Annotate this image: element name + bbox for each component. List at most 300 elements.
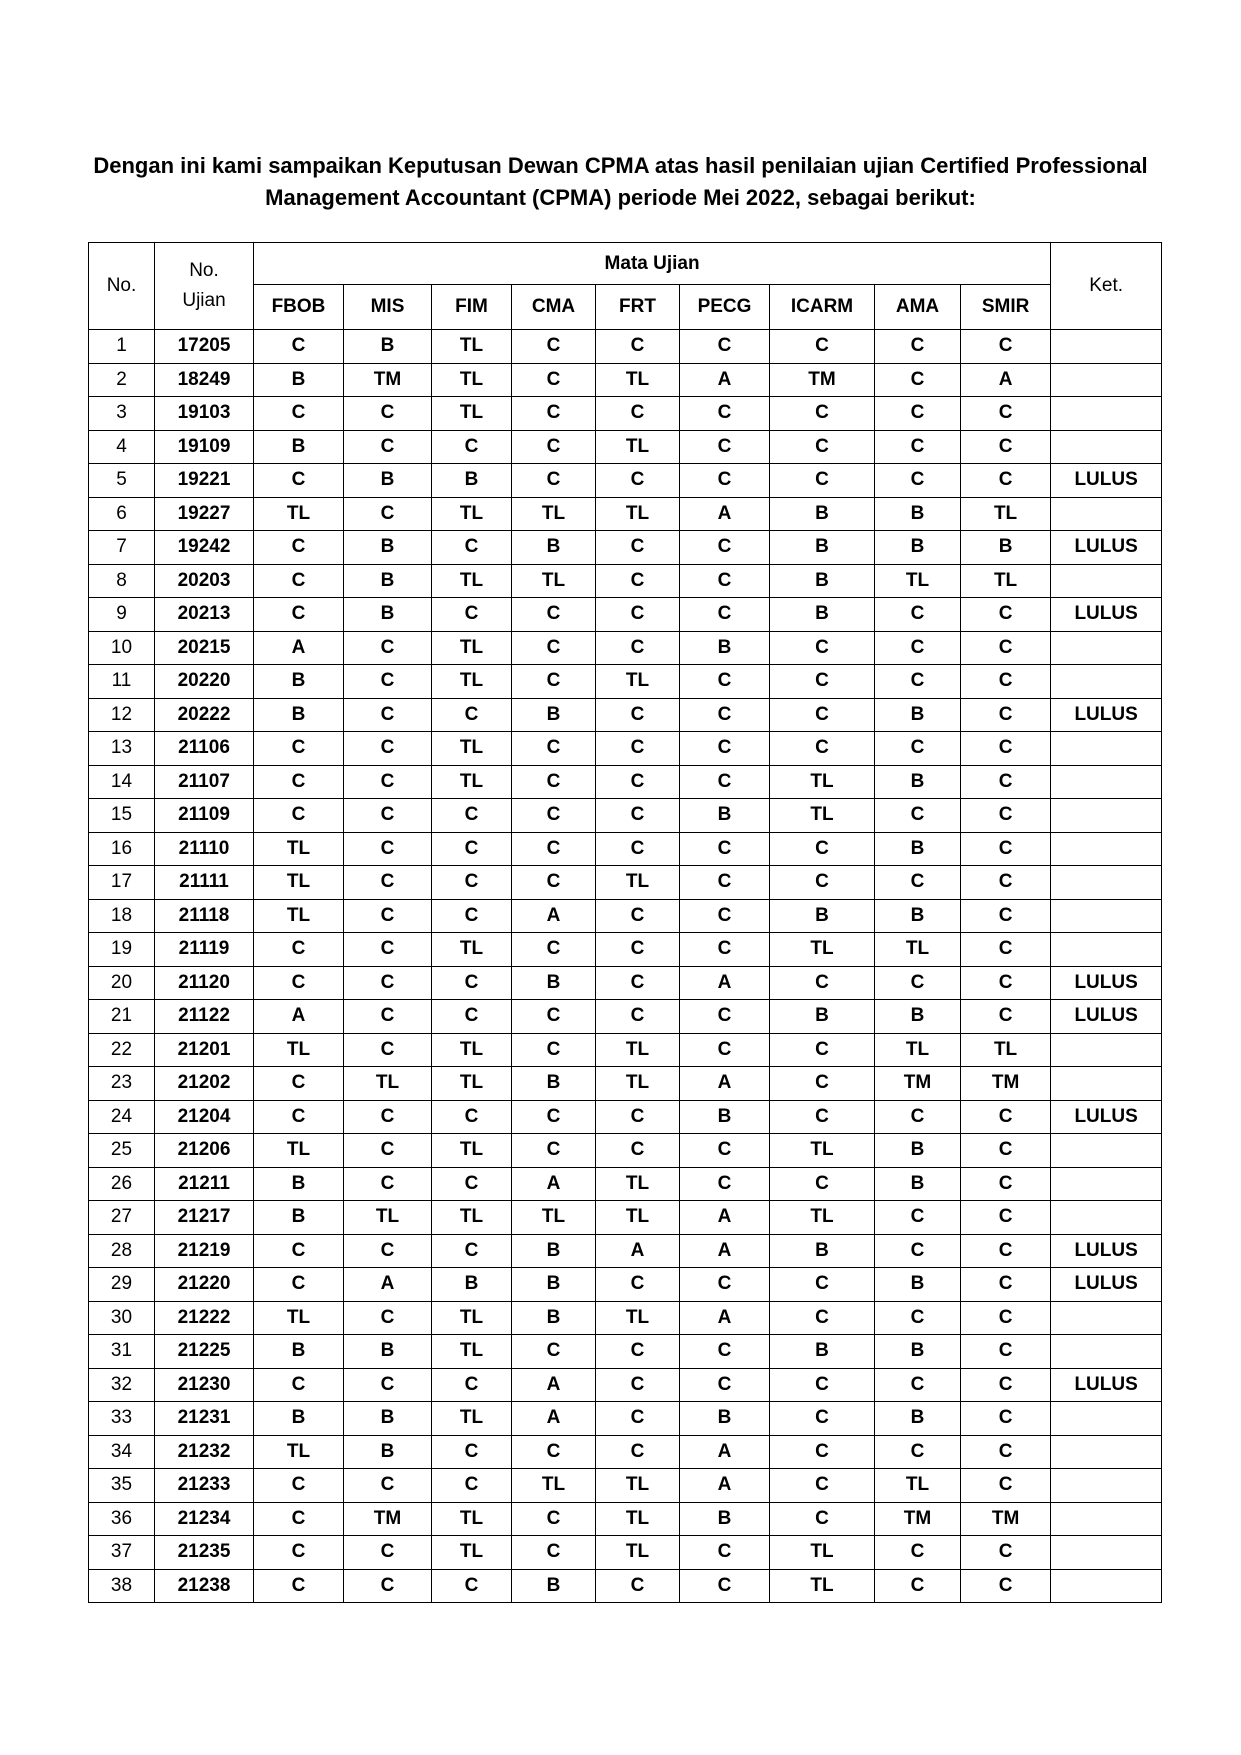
cell-grade-frt: TL xyxy=(596,1469,680,1503)
cell-grade-pecg: C xyxy=(680,564,770,598)
cell-grade-icarm: C xyxy=(770,397,875,431)
cell-grade-ama: C xyxy=(875,1201,961,1235)
table-row xyxy=(89,1067,1162,1101)
cell-grade-fbob: C xyxy=(254,1234,344,1268)
cell-grade-cma: C xyxy=(512,598,596,632)
cell-ket xyxy=(1051,631,1162,665)
cell-grade-fbob: C xyxy=(254,464,344,498)
cell-grade-frt: C xyxy=(596,1000,680,1034)
cell-grade-fbob: TL xyxy=(254,1435,344,1469)
cell-grade-icarm: TM xyxy=(770,363,875,397)
cell-no: 24 xyxy=(89,1100,155,1134)
cell-ket xyxy=(1051,1134,1162,1168)
cell-grade-mis: B xyxy=(344,1402,432,1436)
cell-no-ujian: 21107 xyxy=(155,765,254,799)
cell-no: 15 xyxy=(89,799,155,833)
cell-ket xyxy=(1051,1301,1162,1335)
cell-grade-frt: C xyxy=(596,464,680,498)
cell-grade-ama: B xyxy=(875,1335,961,1369)
cell-ket xyxy=(1051,933,1162,967)
cell-grade-fim: C xyxy=(432,832,512,866)
cell-no: 25 xyxy=(89,1134,155,1168)
cell-grade-fim: C xyxy=(432,598,512,632)
cell-grade-smir: C xyxy=(961,1268,1051,1302)
cell-grade-pecg: C xyxy=(680,330,770,364)
cell-grade-icarm: B xyxy=(770,598,875,632)
cell-grade-mis: C xyxy=(344,765,432,799)
cell-no-ujian: 21222 xyxy=(155,1301,254,1335)
cell-ket: LULUS xyxy=(1051,1234,1162,1268)
cell-grade-fbob: B xyxy=(254,665,344,699)
cell-grade-ama: B xyxy=(875,832,961,866)
cell-no-ujian: 17205 xyxy=(155,330,254,364)
cell-grade-cma: C xyxy=(512,1335,596,1369)
cell-grade-fim: TL xyxy=(432,665,512,699)
cell-grade-ama: C xyxy=(875,631,961,665)
cell-grade-fim: C xyxy=(432,1368,512,1402)
cell-grade-icarm: TL xyxy=(770,1569,875,1603)
cell-grade-ama: TL xyxy=(875,1469,961,1503)
cell-grade-mis: C xyxy=(344,698,432,732)
cell-grade-smir: TL xyxy=(961,564,1051,598)
cell-no: 5 xyxy=(89,464,155,498)
cell-no-ujian: 21234 xyxy=(155,1502,254,1536)
cell-grade-pecg: C xyxy=(680,1368,770,1402)
cell-ket xyxy=(1051,1201,1162,1235)
cell-grade-icarm: B xyxy=(770,899,875,933)
cell-grade-cma: B xyxy=(512,1268,596,1302)
cell-ket xyxy=(1051,1502,1162,1536)
header-subject-ama: AMA xyxy=(875,285,961,330)
cell-grade-pecg: C xyxy=(680,531,770,565)
cell-grade-fim: TL xyxy=(432,1033,512,1067)
cell-grade-fim: C xyxy=(432,1234,512,1268)
cell-grade-cma: TL xyxy=(512,1201,596,1235)
cell-grade-fbob: C xyxy=(254,933,344,967)
cell-grade-ama: C xyxy=(875,330,961,364)
cell-grade-ama: C xyxy=(875,1234,961,1268)
table-row xyxy=(89,1268,1162,1302)
cell-grade-icarm: C xyxy=(770,1402,875,1436)
cell-grade-icarm: TL xyxy=(770,1201,875,1235)
header-no xyxy=(89,243,155,330)
cell-grade-frt: TL xyxy=(596,866,680,900)
cell-grade-ama: TL xyxy=(875,1033,961,1067)
cell-no: 21 xyxy=(89,1000,155,1034)
cell-grade-frt: C xyxy=(596,799,680,833)
cell-grade-fim: C xyxy=(432,531,512,565)
cell-grade-pecg: C xyxy=(680,665,770,699)
cell-grade-fbob: B xyxy=(254,1167,344,1201)
cell-grade-smir: C xyxy=(961,397,1051,431)
cell-grade-fim: B xyxy=(432,1268,512,1302)
cell-grade-fim: TL xyxy=(432,1502,512,1536)
cell-grade-cma: C xyxy=(512,1100,596,1134)
cell-no: 9 xyxy=(89,598,155,632)
cell-grade-smir: C xyxy=(961,598,1051,632)
cell-grade-pecg: C xyxy=(680,866,770,900)
cell-ket: LULUS xyxy=(1051,464,1162,498)
header-subject-fbob: FBOB xyxy=(254,285,344,330)
cell-grade-cma: TL xyxy=(512,1469,596,1503)
cell-grade-icarm: C xyxy=(770,631,875,665)
cell-grade-cma: C xyxy=(512,464,596,498)
cell-grade-fbob: C xyxy=(254,799,344,833)
cell-grade-fim: TL xyxy=(432,397,512,431)
cell-grade-cma: C xyxy=(512,1000,596,1034)
table-row xyxy=(89,698,1162,732)
cell-no: 26 xyxy=(89,1167,155,1201)
cell-grade-ama: TL xyxy=(875,933,961,967)
cell-no-ujian: 21235 xyxy=(155,1536,254,1570)
table-row xyxy=(89,363,1162,397)
cell-grade-fbob: C xyxy=(254,1469,344,1503)
cell-grade-pecg: A xyxy=(680,966,770,1000)
cell-no: 8 xyxy=(89,564,155,598)
intro-line-2: Management Accountant (CPMA) periode Mei 2022, sebagai berikut: xyxy=(265,185,976,210)
cell-no: 11 xyxy=(89,665,155,699)
cell-grade-fim: C xyxy=(432,698,512,732)
cell-grade-mis: C xyxy=(344,1301,432,1335)
cell-grade-pecg: A xyxy=(680,1201,770,1235)
cell-ket xyxy=(1051,1435,1162,1469)
cell-grade-ama: B xyxy=(875,899,961,933)
cell-no: 35 xyxy=(89,1469,155,1503)
cell-ket xyxy=(1051,1469,1162,1503)
cell-grade-ama: C xyxy=(875,1301,961,1335)
cell-grade-frt: C xyxy=(596,832,680,866)
cell-grade-icarm: C xyxy=(770,1502,875,1536)
results-table xyxy=(88,242,1162,1603)
cell-no: 22 xyxy=(89,1033,155,1067)
cell-grade-fim: C xyxy=(432,966,512,1000)
cell-grade-mis: B xyxy=(344,464,432,498)
cell-no-ujian: 20203 xyxy=(155,564,254,598)
cell-grade-smir: C xyxy=(961,330,1051,364)
cell-grade-fim: TL xyxy=(432,1536,512,1570)
cell-grade-cma: C xyxy=(512,765,596,799)
cell-grade-frt: C xyxy=(596,966,680,1000)
cell-grade-fbob: C xyxy=(254,1569,344,1603)
cell-grade-icarm: C xyxy=(770,1435,875,1469)
cell-grade-fbob: TL xyxy=(254,1134,344,1168)
cell-grade-frt: C xyxy=(596,1100,680,1134)
cell-grade-mis: TL xyxy=(344,1201,432,1235)
cell-no-ujian: 21120 xyxy=(155,966,254,1000)
header-subject-icarm: ICARM xyxy=(770,285,875,330)
cell-grade-frt: TL xyxy=(596,1033,680,1067)
cell-no: 10 xyxy=(89,631,155,665)
cell-ket xyxy=(1051,397,1162,431)
cell-ket xyxy=(1051,1067,1162,1101)
cell-grade-smir: C xyxy=(961,899,1051,933)
cell-grade-frt: C xyxy=(596,1435,680,1469)
table-body xyxy=(89,330,1162,1603)
cell-grade-mis: C xyxy=(344,1569,432,1603)
cell-grade-ama: TL xyxy=(875,564,961,598)
cell-grade-fbob: B xyxy=(254,1201,344,1235)
cell-grade-mis: C xyxy=(344,631,432,665)
cell-grade-mis: C xyxy=(344,497,432,531)
cell-grade-cma: C xyxy=(512,832,596,866)
cell-grade-fbob: C xyxy=(254,1502,344,1536)
table-row xyxy=(89,1100,1162,1134)
cell-ket: LULUS xyxy=(1051,1000,1162,1034)
cell-grade-ama: C xyxy=(875,1435,961,1469)
cell-ket xyxy=(1051,1402,1162,1436)
cell-grade-fbob: C xyxy=(254,564,344,598)
table-row xyxy=(89,799,1162,833)
cell-grade-cma: A xyxy=(512,1368,596,1402)
cell-grade-pecg: A xyxy=(680,1067,770,1101)
table-row xyxy=(89,1402,1162,1436)
cell-grade-fim: TL xyxy=(432,497,512,531)
cell-grade-smir: C xyxy=(961,933,1051,967)
cell-grade-smir: C xyxy=(961,464,1051,498)
cell-grade-smir: A xyxy=(961,363,1051,397)
cell-grade-icarm: B xyxy=(770,1335,875,1369)
cell-grade-ama: B xyxy=(875,1134,961,1168)
cell-no: 30 xyxy=(89,1301,155,1335)
table-row xyxy=(89,933,1162,967)
cell-grade-ama: B xyxy=(875,1402,961,1436)
cell-no-ujian: 21109 xyxy=(155,799,254,833)
cell-grade-pecg: C xyxy=(680,1033,770,1067)
cell-grade-icarm: B xyxy=(770,1000,875,1034)
cell-grade-smir: C xyxy=(961,832,1051,866)
table-row xyxy=(89,1033,1162,1067)
cell-ket xyxy=(1051,1033,1162,1067)
cell-grade-smir: TM xyxy=(961,1067,1051,1101)
cell-grade-frt: C xyxy=(596,564,680,598)
cell-ket xyxy=(1051,1335,1162,1369)
cell-grade-fbob: A xyxy=(254,631,344,665)
cell-grade-icarm: TL xyxy=(770,1536,875,1570)
cell-grade-smir: TM xyxy=(961,1502,1051,1536)
cell-ket xyxy=(1051,564,1162,598)
cell-grade-mis: C xyxy=(344,397,432,431)
cell-grade-mis: A xyxy=(344,1268,432,1302)
cell-grade-ama: C xyxy=(875,1536,961,1570)
cell-ket xyxy=(1051,1167,1162,1201)
cell-grade-fim: C xyxy=(432,799,512,833)
cell-grade-ama: C xyxy=(875,732,961,766)
cell-grade-mis: C xyxy=(344,866,432,900)
cell-grade-icarm: C xyxy=(770,732,875,766)
cell-no: 6 xyxy=(89,497,155,531)
cell-grade-frt: C xyxy=(596,1335,680,1369)
cell-no: 1 xyxy=(89,330,155,364)
cell-grade-cma: C xyxy=(512,330,596,364)
cell-grade-frt: C xyxy=(596,1268,680,1302)
cell-grade-fim: TL xyxy=(432,1201,512,1235)
cell-grade-mis: C xyxy=(344,1134,432,1168)
cell-grade-cma: C xyxy=(512,1033,596,1067)
cell-grade-ama: C xyxy=(875,966,961,1000)
intro-line-1: Dengan ini kami sampaikan Keputusan Dewan CPMA atas hasil penilaian ujian Certified Professional xyxy=(93,153,1148,178)
cell-grade-icarm: B xyxy=(770,564,875,598)
table-row xyxy=(89,1301,1162,1335)
cell-grade-smir: C xyxy=(961,1536,1051,1570)
cell-grade-pecg: A xyxy=(680,1301,770,1335)
cell-no: 18 xyxy=(89,899,155,933)
cell-grade-mis: C xyxy=(344,933,432,967)
cell-ket xyxy=(1051,765,1162,799)
cell-grade-cma: C xyxy=(512,1435,596,1469)
table-row xyxy=(89,1134,1162,1168)
header-subject-mis: MIS xyxy=(344,285,432,330)
cell-no-ujian: 21119 xyxy=(155,933,254,967)
cell-grade-icarm: TL xyxy=(770,1134,875,1168)
table-row xyxy=(89,330,1162,364)
cell-grade-frt: C xyxy=(596,698,680,732)
cell-grade-frt: C xyxy=(596,765,680,799)
cell-grade-cma: TL xyxy=(512,564,596,598)
cell-grade-pecg: A xyxy=(680,1234,770,1268)
cell-grade-frt: TL xyxy=(596,1502,680,1536)
cell-ket: LULUS xyxy=(1051,598,1162,632)
cell-grade-fim: C xyxy=(432,1100,512,1134)
cell-grade-mis: TL xyxy=(344,1067,432,1101)
cell-grade-fbob: C xyxy=(254,397,344,431)
table-row xyxy=(89,1502,1162,1536)
header-no-ujian xyxy=(155,243,254,330)
cell-grade-fbob: TL xyxy=(254,1033,344,1067)
cell-grade-frt: C xyxy=(596,732,680,766)
cell-grade-ama: C xyxy=(875,397,961,431)
cell-grade-icarm: C xyxy=(770,665,875,699)
cell-no-ujian: 20222 xyxy=(155,698,254,732)
cell-grade-cma: B xyxy=(512,1569,596,1603)
cell-no: 19 xyxy=(89,933,155,967)
cell-no-ujian: 21232 xyxy=(155,1435,254,1469)
cell-no: 4 xyxy=(89,430,155,464)
cell-grade-ama: B xyxy=(875,1268,961,1302)
cell-grade-icarm: C xyxy=(770,1100,875,1134)
cell-grade-cma: C xyxy=(512,631,596,665)
cell-ket xyxy=(1051,363,1162,397)
cell-grade-pecg: C xyxy=(680,933,770,967)
cell-no: 34 xyxy=(89,1435,155,1469)
cell-grade-cma: C xyxy=(512,933,596,967)
cell-grade-fim: C xyxy=(432,1000,512,1034)
cell-grade-frt: A xyxy=(596,1234,680,1268)
cell-no-ujian: 21204 xyxy=(155,1100,254,1134)
cell-grade-frt: C xyxy=(596,1134,680,1168)
cell-grade-fim: TL xyxy=(432,1067,512,1101)
cell-grade-fim: C xyxy=(432,866,512,900)
table-row xyxy=(89,497,1162,531)
cell-grade-ama: C xyxy=(875,430,961,464)
cell-grade-frt: TL xyxy=(596,665,680,699)
cell-grade-ama: TM xyxy=(875,1502,961,1536)
cell-grade-smir: C xyxy=(961,966,1051,1000)
cell-grade-fbob: C xyxy=(254,598,344,632)
cell-grade-fbob: C xyxy=(254,966,344,1000)
cell-grade-frt: TL xyxy=(596,1201,680,1235)
cell-no-ujian: 21220 xyxy=(155,1268,254,1302)
cell-grade-mis: C xyxy=(344,832,432,866)
cell-grade-icarm: C xyxy=(770,330,875,364)
cell-grade-pecg: C xyxy=(680,464,770,498)
cell-grade-smir: C xyxy=(961,1134,1051,1168)
table-row xyxy=(89,464,1162,498)
cell-grade-fbob: C xyxy=(254,1067,344,1101)
cell-ket xyxy=(1051,430,1162,464)
cell-grade-icarm: C xyxy=(770,698,875,732)
cell-grade-smir: C xyxy=(961,1402,1051,1436)
cell-no-ujian: 19109 xyxy=(155,430,254,464)
cell-grade-fim: TL xyxy=(432,363,512,397)
cell-grade-cma: C xyxy=(512,397,596,431)
cell-grade-pecg: B xyxy=(680,1100,770,1134)
cell-no-ujian: 21110 xyxy=(155,832,254,866)
cell-grade-icarm: B xyxy=(770,531,875,565)
cell-grade-fim: TL xyxy=(432,765,512,799)
cell-grade-fbob: C xyxy=(254,531,344,565)
cell-grade-cma: C xyxy=(512,363,596,397)
cell-grade-fbob: TL xyxy=(254,899,344,933)
cell-grade-pecg: C xyxy=(680,832,770,866)
cell-grade-icarm: C xyxy=(770,832,875,866)
table-row xyxy=(89,732,1162,766)
cell-grade-fim: B xyxy=(432,464,512,498)
cell-grade-cma: B xyxy=(512,1067,596,1101)
cell-grade-pecg: C xyxy=(680,397,770,431)
cell-grade-frt: C xyxy=(596,1569,680,1603)
cell-grade-frt: TL xyxy=(596,1067,680,1101)
cell-grade-fim: TL xyxy=(432,1134,512,1168)
cell-grade-icarm: C xyxy=(770,430,875,464)
cell-grade-pecg: C xyxy=(680,1268,770,1302)
cell-grade-pecg: C xyxy=(680,598,770,632)
header-no-label: No. xyxy=(106,275,137,296)
cell-ket xyxy=(1051,1569,1162,1603)
cell-grade-smir: TL xyxy=(961,497,1051,531)
cell-grade-smir: C xyxy=(961,1000,1051,1034)
cell-grade-cma: C xyxy=(512,866,596,900)
cell-grade-mis: TM xyxy=(344,363,432,397)
cell-grade-mis: B xyxy=(344,330,432,364)
header-mata-ujian: Mata Ujian xyxy=(254,243,1051,285)
cell-grade-smir: C xyxy=(961,1167,1051,1201)
cell-no-ujian: 21206 xyxy=(155,1134,254,1168)
header-subject-smir: SMIR xyxy=(961,285,1051,330)
cell-grade-ama: B xyxy=(875,531,961,565)
cell-ket xyxy=(1051,832,1162,866)
table-row xyxy=(89,1335,1162,1369)
cell-grade-fbob: TL xyxy=(254,832,344,866)
cell-grade-smir: C xyxy=(961,698,1051,732)
cell-grade-pecg: C xyxy=(680,1167,770,1201)
cell-grade-cma: C xyxy=(512,430,596,464)
cell-no-ujian: 21106 xyxy=(155,732,254,766)
table-row xyxy=(89,1469,1162,1503)
cell-grade-fbob: B xyxy=(254,1402,344,1436)
cell-grade-smir: C xyxy=(961,799,1051,833)
cell-grade-mis: C xyxy=(344,430,432,464)
cell-no: 31 xyxy=(89,1335,155,1369)
cell-grade-frt: TL xyxy=(596,1301,680,1335)
cell-grade-cma: C xyxy=(512,732,596,766)
cell-grade-cma: B xyxy=(512,1301,596,1335)
cell-grade-fbob: A xyxy=(254,1000,344,1034)
cell-grade-cma: C xyxy=(512,1536,596,1570)
cell-no: 36 xyxy=(89,1502,155,1536)
cell-grade-mis: TM xyxy=(344,1502,432,1536)
cell-grade-smir: B xyxy=(961,531,1051,565)
cell-grade-pecg: C xyxy=(680,765,770,799)
